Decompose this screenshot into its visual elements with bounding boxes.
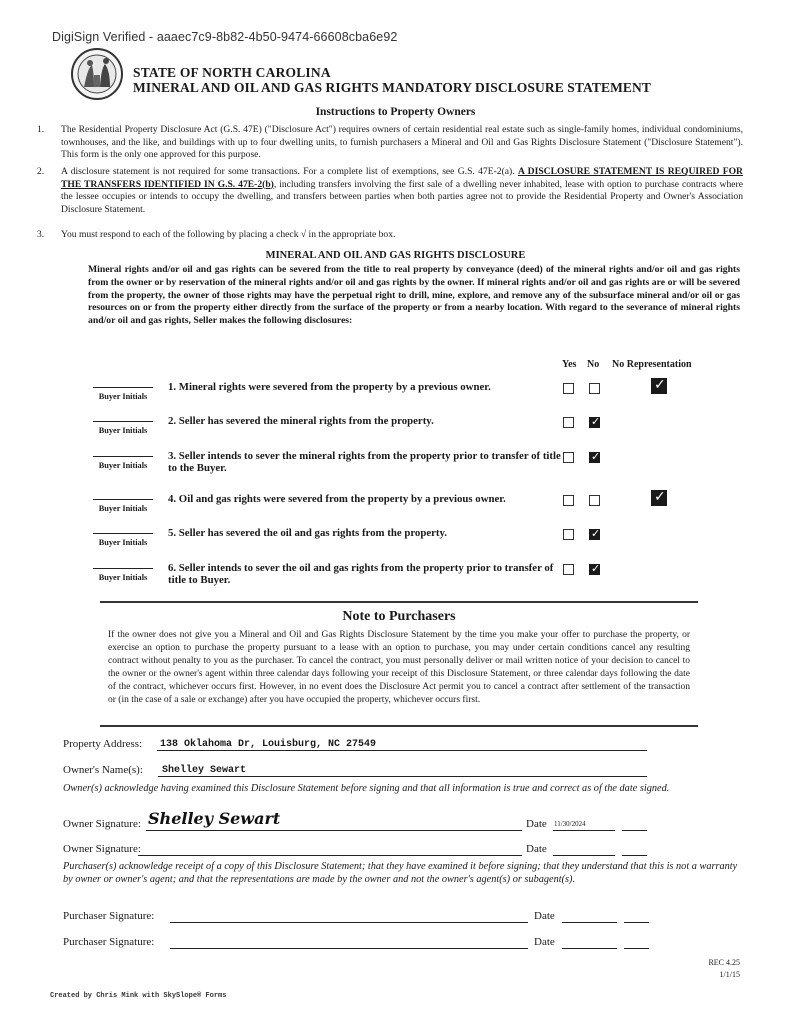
buyer-initials-field[interactable]: Buyer Initials bbox=[93, 568, 153, 582]
yes-checkbox[interactable] bbox=[563, 564, 574, 575]
address-line bbox=[157, 750, 647, 751]
purchaser-1-date-field[interactable] bbox=[562, 922, 617, 923]
owner-names-line bbox=[158, 776, 647, 777]
owner-date-year-line bbox=[622, 830, 647, 831]
created-by: Created by Chris Mink with SkySlope® Forms bbox=[50, 992, 227, 1000]
form-number: REC 4.25 bbox=[708, 958, 740, 967]
yes-checkbox[interactable] bbox=[563, 452, 574, 463]
yes-checkbox[interactable] bbox=[563, 495, 574, 506]
property-address-field[interactable]: 138 Oklahoma Dr, Louisburg, NC 27549 bbox=[160, 739, 377, 750]
column-yes: Yes bbox=[562, 359, 577, 370]
instruction-item-3 bbox=[37, 229, 743, 242]
owner-date-label: Date bbox=[526, 818, 547, 830]
owner-2-date-field[interactable] bbox=[553, 855, 615, 856]
no-representation-checkbox[interactable] bbox=[651, 378, 667, 394]
purchaser-signature-2-label: Purchaser Signature: bbox=[63, 936, 155, 948]
instructions-heading: Instructions to Property Owners bbox=[315, 106, 476, 118]
instruction-text: , including transfers involving the first sale of a dwelling never inhabited, lease with option to purchase contracts where the lessee occupies or intends to occupy the dwelling, and transfers between parties when both parties agree not to provide the Residential Property and Owner's Association Disclosure Statement. bbox=[61, 178, 743, 215]
purchaser-signature-1-label: Purchaser Signature: bbox=[63, 910, 155, 922]
no-checkbox[interactable] bbox=[589, 495, 600, 506]
instruction-emphasis: A DISCLOSURE STATEMENT IS REQUIRED FOR THE TRANSFERS IDENTIFIED IN G.S. 47E-2(b) bbox=[61, 166, 743, 190]
digisign-verification: DigiSign Verified - aaaec7c9-8b82-4b50-9474-66608cba6e92 bbox=[52, 30, 398, 44]
form-title: MINERAL AND OIL AND GAS RIGHTS MANDATORY DISCLOSURE STATEMENT bbox=[133, 80, 651, 95]
purchaser-1-date-label: Date bbox=[534, 910, 555, 922]
no-checkbox[interactable] bbox=[589, 452, 600, 463]
instruction-text: A disclosure statement is not required for some transactions. For a complete list of exemptions, see G.S. 47E-2(a). bbox=[61, 166, 518, 177]
purchaser-2-date-year-line bbox=[624, 948, 649, 949]
owner-names-label: Owner's Name(s): bbox=[63, 764, 143, 776]
instruction-item-2 bbox=[37, 166, 743, 216]
buyer-initials-field[interactable]: Buyer Initials bbox=[93, 499, 153, 513]
note-body: If the owner does not give you a Mineral and Oil and Gas Rights Disclosure Statement by the time you make your offer to purchase the property, or exercise an option to purchase the property pursuant to a lease with an option to purchase, you may under certain conditions cancel any resulting contract without penalty to you as the purchaser. To cancel the contract, you must personally deliver or mail written notice of your decision to cancel to the owner or the owner's agent within three calendar days following your receipt of this Disclosure Statement, or three calendar days following the date of the contract, whichever occurs first. However, in no event does the Disclosure Act permit you to cancel a contract after settlement of the transaction or (in the case of a sale or exchange) after you have occupied the property, whichever occurs first. bbox=[108, 630, 690, 705]
owner-signature-field[interactable]: Shelley Sewart bbox=[148, 809, 281, 828]
purchaser-acknowledgement: Purchaser(s) acknowledge receipt of a copy of this Disclosure Statement; that they have examined it before signing; that they understand that this is not a warranty by owner or owner's agent; and that the representations are made by the owner and not the owner's agent(s) or subagent(s). bbox=[63, 861, 738, 885]
instruction-text: You must respond to each of the following by placing a check √ in the appropriate box. bbox=[61, 229, 396, 240]
owner-2-date-label: Date bbox=[526, 843, 547, 855]
buyer-initials-field[interactable]: Buyer Initials bbox=[93, 421, 153, 435]
owner-date-line bbox=[553, 830, 615, 831]
buyer-initials-field[interactable]: Buyer Initials bbox=[93, 533, 153, 547]
nc-state-seal-icon bbox=[70, 47, 124, 101]
disclosure-intro: Mineral rights and/or oil and gas rights can be severed from the title to real property by conveyance (deed) of the mineral rights and/or oil and gas rights from the owner or by reservation of the mineral rights and/or oil and gas rights by the owner. If mineral rights and/or oil and gas rights are or will be severed from the property, the owner of those rights may have the perpetual right to drill, mine, explore, and remove any of the subsurface mineral and/or oil or gas resources on or from the property either directly from the surface of the property or from a nearby location. With regard to the severance of mineral rights and/or oil and gas rights, Seller makes the following disclosures: bbox=[88, 264, 740, 327]
owner-2-date-year-line bbox=[622, 855, 647, 856]
purchaser-1-date-year-line bbox=[624, 922, 649, 923]
buyer-initials-field[interactable]: Buyer Initials bbox=[93, 456, 153, 470]
no-checkbox[interactable] bbox=[589, 529, 600, 540]
no-representation-checkbox[interactable] bbox=[651, 490, 667, 506]
state-name: STATE OF NORTH CAROLINA bbox=[133, 65, 331, 80]
purchaser-2-date-label: Date bbox=[534, 936, 555, 948]
yes-checkbox[interactable] bbox=[563, 383, 574, 394]
no-checkbox[interactable] bbox=[589, 564, 600, 575]
yes-checkbox[interactable] bbox=[563, 529, 574, 540]
column-no-representation: No Representation bbox=[612, 359, 692, 370]
purchaser-2-date-field[interactable] bbox=[562, 948, 617, 949]
instruction-number: 3. bbox=[37, 229, 45, 240]
purchaser-signature-1-field[interactable] bbox=[170, 922, 528, 923]
question-text: 3. Seller intends to sever the mineral rights from the property prior to transfer of title to the Buyer. bbox=[168, 450, 561, 474]
yes-checkbox[interactable] bbox=[563, 417, 574, 428]
question-text: 6. Seller intends to sever the oil and gas rights from the property prior to transfer of title to Buyer. bbox=[168, 562, 554, 586]
no-checkbox[interactable] bbox=[589, 417, 600, 428]
owner-signature-line bbox=[146, 830, 522, 831]
question-text: 1. Mineral rights were severed from the property by a previous owner. bbox=[168, 381, 491, 393]
purchaser-signature-2-field[interactable] bbox=[170, 948, 528, 949]
question-text: 2. Seller has severed the mineral rights from the property. bbox=[168, 415, 434, 427]
question-text: 5. Seller has severed the oil and gas rights from the property. bbox=[168, 527, 448, 539]
no-checkbox[interactable] bbox=[589, 383, 600, 394]
column-no: No bbox=[587, 359, 600, 370]
note-title: Note to Purchasers bbox=[342, 609, 456, 624]
instruction-number: 2. bbox=[37, 166, 45, 177]
owner-acknowledgement: Owner(s) acknowledge having examined this Disclosure Statement before signing and that all information is true and correct as of the date signed. bbox=[63, 783, 670, 794]
note-to-purchasers bbox=[100, 601, 698, 727]
owner-signature-2-field[interactable] bbox=[138, 855, 522, 856]
buyer-initials-field[interactable]: Buyer Initials bbox=[93, 387, 153, 401]
property-address-label: Property Address: bbox=[63, 738, 143, 750]
instruction-number: 1. bbox=[37, 124, 45, 135]
question-text: 4. Oil and gas rights were severed from the property by a previous owner. bbox=[168, 493, 506, 505]
form-date: 1/1/15 bbox=[719, 970, 740, 979]
owner-signature-label: Owner Signature: bbox=[63, 818, 141, 830]
instruction-item-1 bbox=[37, 124, 743, 162]
owner-names-field[interactable]: Shelley Sewart bbox=[162, 765, 247, 776]
instruction-text: The Residential Property Disclosure Act (G.S. 47E) ("Disclosure Act") requires owners of certain residential real estate such as single-family homes, individual condominiums, townhouses, and the like, and buildings with up to four dwelling units, to furnish purchasers a Mineral and Oil and Gas Rights Disclosure Statement ("Disclosure Statement"). This form is the only one approved for this purpose. bbox=[61, 124, 743, 161]
owner-date-field[interactable]: 11/30/2024 bbox=[554, 820, 586, 828]
disclosure-heading: MINERAL AND OIL AND GAS RIGHTS DISCLOSURE bbox=[265, 250, 526, 261]
owner-signature-2-label: Owner Signature: bbox=[63, 843, 141, 855]
